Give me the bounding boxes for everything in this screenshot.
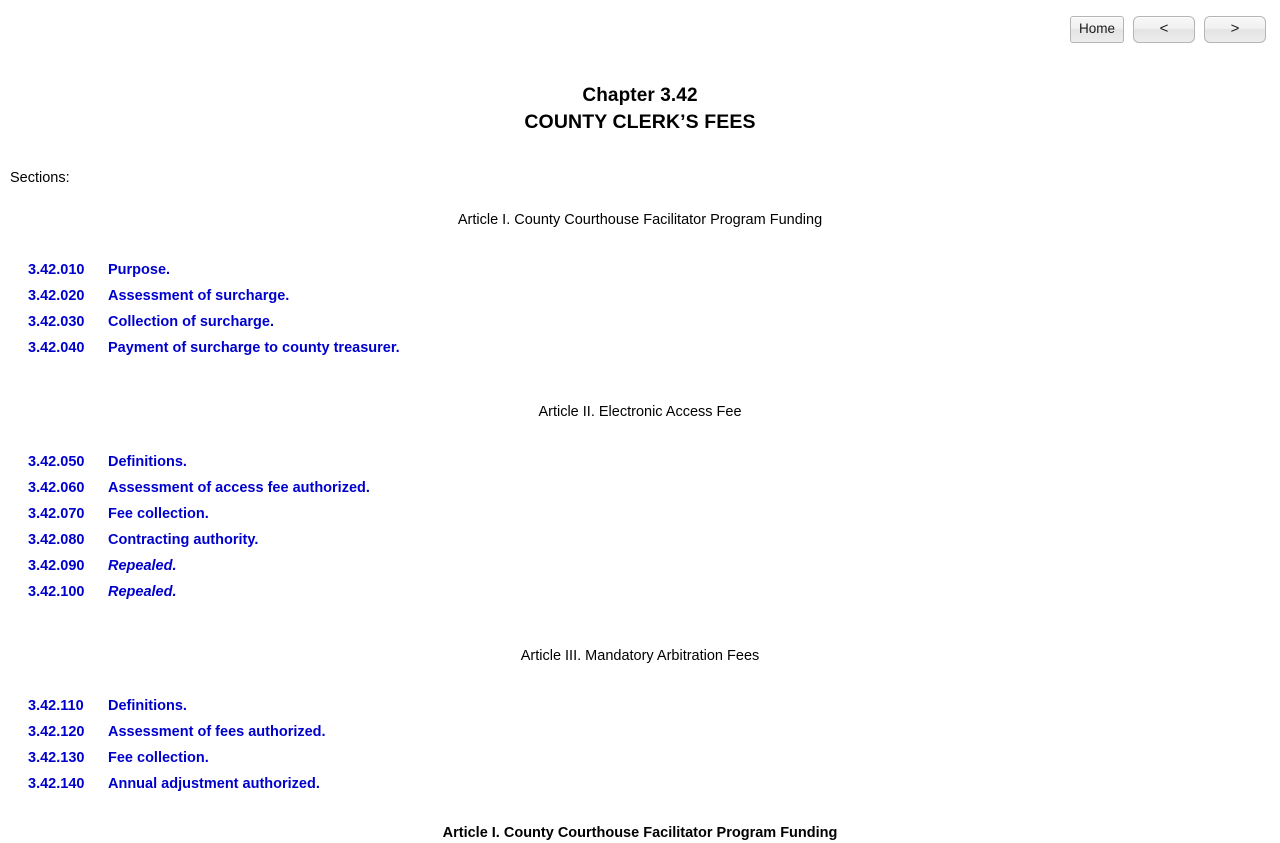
list-item	[0, 257, 1280, 283]
section-number-link[interactable]: 3.42.070	[28, 506, 85, 522]
section-title-link[interactable]: Collection of surcharge.	[108, 314, 274, 330]
section-title-link[interactable]: Annual adjustment authorized.	[108, 776, 320, 792]
section-number-link[interactable]: 3.42.130	[28, 750, 85, 766]
section-number-link[interactable]: 3.42.110	[28, 698, 84, 714]
list-item	[0, 335, 1280, 361]
section-number-link[interactable]: 3.42.090	[28, 558, 85, 574]
article-heading: Article III. Mandatory Arbitration Fees	[520, 648, 760, 664]
section-title-link[interactable]: Fee collection.	[108, 506, 209, 522]
section-number-link[interactable]: 3.42.080	[28, 532, 85, 548]
section-title-link[interactable]: Payment of surcharge to county treasurer.	[108, 340, 400, 356]
articles-container	[0, 188, 1280, 797]
list-item	[0, 475, 1280, 501]
section-title-link[interactable]: Definitions.	[108, 698, 187, 714]
list-item	[0, 579, 1280, 605]
article-heading: Article II. Electronic Access Fee	[538, 404, 742, 420]
section-number-link[interactable]: 3.42.010	[28, 262, 85, 278]
page-title	[0, 0, 1280, 136]
list-item	[0, 527, 1280, 553]
article-spacer	[0, 605, 1280, 624]
chapter-number: Chapter 3.42	[582, 85, 698, 106]
list-item	[0, 309, 1280, 335]
chapter-name: COUNTY CLERK’S FEES	[524, 111, 756, 133]
home-button[interactable]: Home	[1070, 16, 1124, 43]
section-number-link[interactable]: 3.42.060	[28, 480, 85, 496]
footer-article-heading: Article I. County Courthouse Facilitator Program Funding	[442, 825, 838, 841]
list-item	[0, 745, 1280, 771]
section-title-link[interactable]: Definitions.	[108, 454, 187, 470]
previous-page-button[interactable]: <	[1133, 16, 1195, 43]
section-number-link[interactable]: 3.42.140	[28, 776, 85, 792]
list-item	[0, 693, 1280, 719]
section-number-link[interactable]: 3.42.040	[28, 340, 85, 356]
section-title-link[interactable]: Assessment of fees authorized.	[108, 724, 326, 740]
section-number-link[interactable]: 3.42.100	[28, 584, 85, 600]
section-title-link[interactable]: Contracting authority.	[108, 532, 259, 548]
article-spacer	[0, 361, 1280, 380]
section-title-link[interactable]: Assessment of surcharge.	[108, 288, 290, 304]
list-item	[0, 771, 1280, 797]
list-item	[0, 449, 1280, 475]
section-number-link[interactable]: 3.42.030	[28, 314, 85, 330]
section-list	[0, 422, 1280, 605]
list-item	[0, 501, 1280, 527]
section-title-link[interactable]: Assessment of access fee authorized.	[108, 480, 370, 496]
section-title-link[interactable]: Repealed.	[108, 584, 177, 600]
article-heading: Article I. County Courthouse Facilitator Program Funding	[457, 212, 823, 228]
section-number-link[interactable]: 3.42.020	[28, 288, 85, 304]
section-number-link[interactable]: 3.42.120	[28, 724, 85, 740]
list-item	[0, 553, 1280, 579]
section-title-link[interactable]: Purpose.	[108, 262, 171, 278]
section-list	[0, 230, 1280, 361]
next-page-button[interactable]: >	[1204, 16, 1266, 43]
section-title-link[interactable]: Repealed.	[108, 558, 177, 574]
section-title-link[interactable]: Fee collection.	[108, 750, 209, 766]
section-number-link[interactable]: 3.42.050	[28, 454, 85, 470]
list-item	[0, 283, 1280, 309]
list-item	[0, 719, 1280, 745]
section-list	[0, 666, 1280, 797]
sections-label: Sections:	[10, 170, 70, 186]
